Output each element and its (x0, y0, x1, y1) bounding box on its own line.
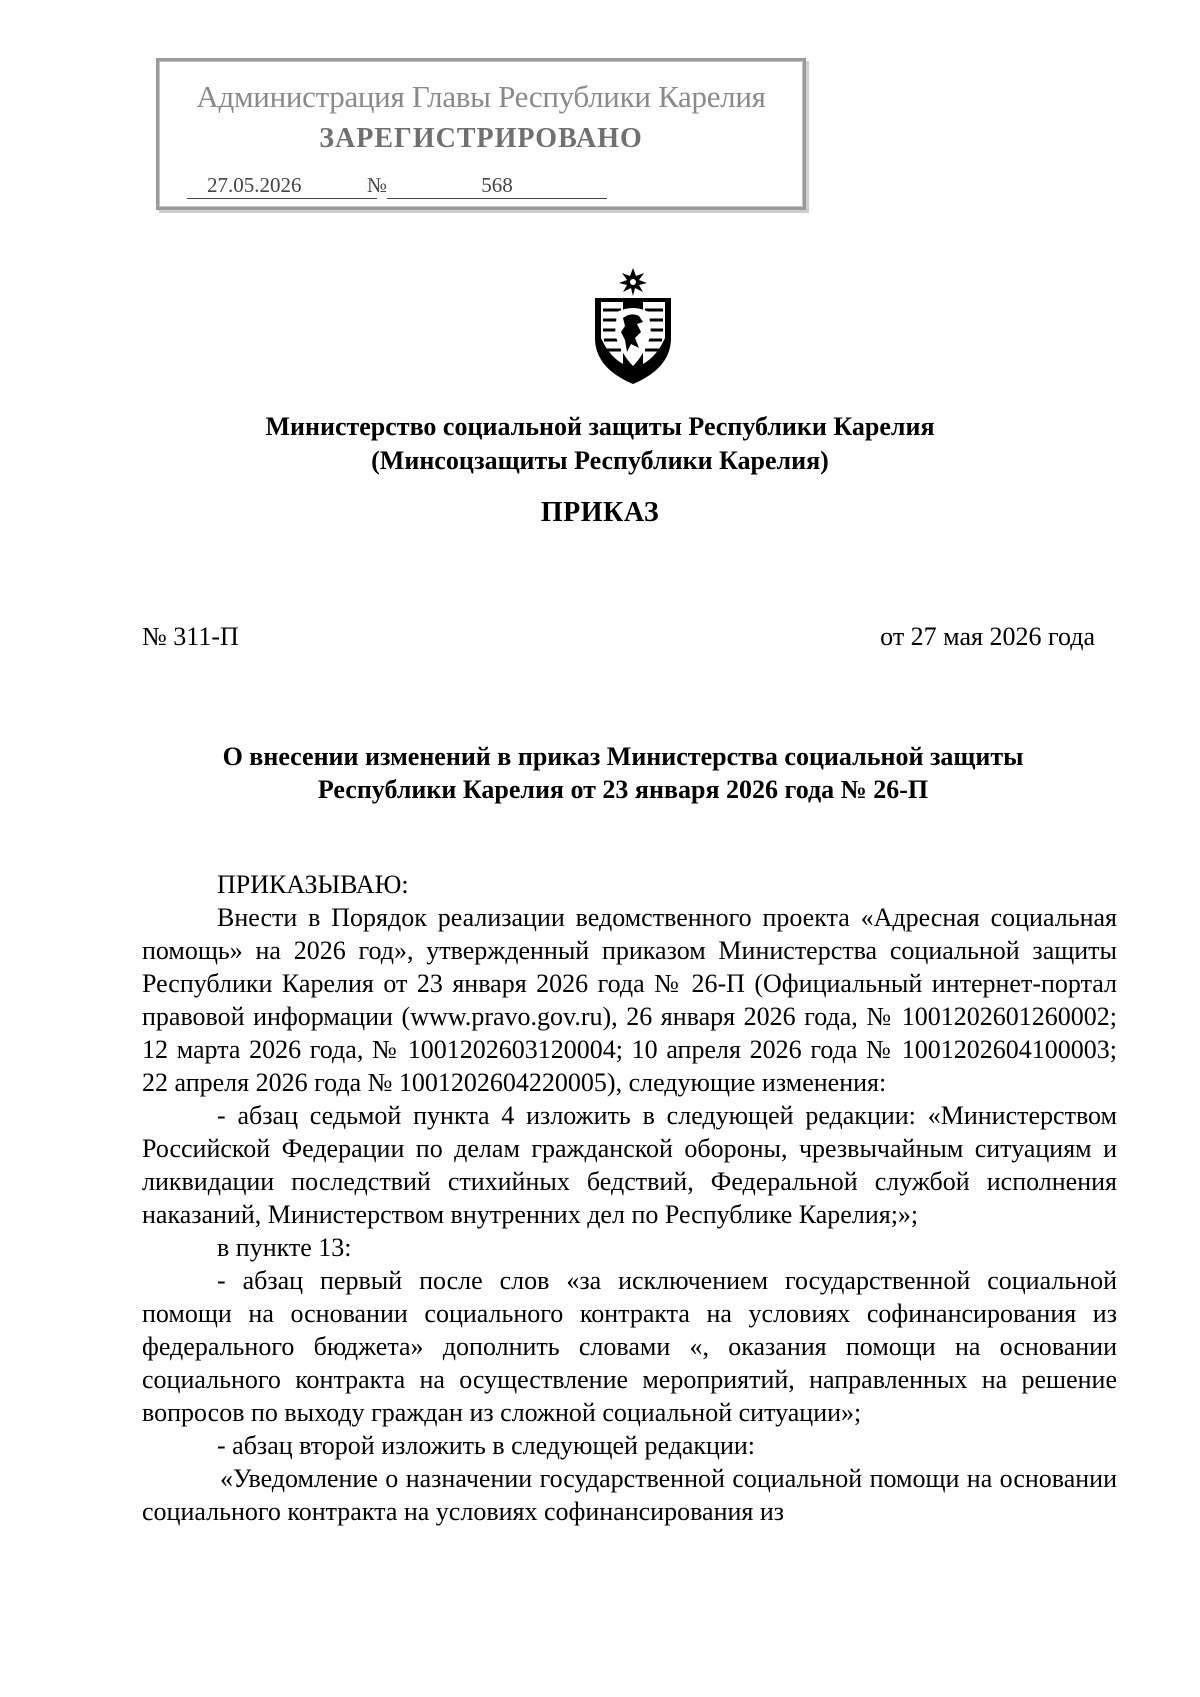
body-paragraph: ПРИКАЗЫВАЮ: (217, 870, 409, 899)
stamp-date: 27.05.2026 (187, 173, 377, 199)
ministry-name: Министерство социальной защиты Республики Карелия (265, 412, 935, 441)
ministry-header (0, 410, 1200, 478)
body-paragraph: Внести в Порядок реализации ведомственного проекта «Адресная социальная помощь» на 2026 год», утвержденный приказом Министерства социальной защиты Республики Карелия от 23 января 2026 года № 26-П (Официальный интернет-портал правовой информации (www.pravo.gov.ru), 26 января 2026 года, № 1001202601260002; 12 марта 2026 года, № 1001202603120004; 10 апреля 2026 года № 1001202604100003; 22 апреля 2026 года № 1001202604220005), следующие изменения: (142, 903, 1117, 1097)
stamp-number: 568 (387, 173, 607, 199)
body-paragraph: - абзац седьмой пункта 4 изложить в следующей редакции: «Министерством Российской Федерации по делам гражданской обороны, чрезвычайным ситуациям и ликвидации последствий стихийных бедствий, Федеральной службой исполнения наказаний, Министерством внутренних дел по Республике Карелия;»; (142, 1101, 1117, 1229)
karelia-coat-of-arms-icon (587, 268, 679, 386)
document-type: ПРИКАЗ (540, 497, 660, 528)
body-paragraph: в пункте 13: (217, 1233, 352, 1262)
registration-stamp (156, 58, 806, 210)
stamp-organization: Администрация Главы Республики Карелия (196, 79, 766, 114)
ministry-short-name: (Минсоцзащиты Республики Карелия) (371, 446, 829, 475)
order-subject (142, 740, 1104, 806)
stamp-number-sign: № (367, 173, 388, 197)
body-paragraph: - абзац второй изложить в следующей редакции: (217, 1431, 756, 1460)
order-number: № 311-П (142, 622, 239, 651)
stamp-status: ЗАРЕГИСТРИРОВАНО (319, 123, 643, 154)
order-body (142, 868, 1117, 1528)
subject-line: Республики Карелия от 23 января 2026 года № 26-П (317, 775, 929, 804)
subject-line: О внесении изменений в приказ Министерства социальной защиты (222, 742, 1024, 771)
order-date: от 27 мая 2026 года (880, 622, 1095, 651)
body-paragraph: «Уведомление о назначении государственной социальной помощи на основании социального контракта на условиях софинансирования из (142, 1464, 1117, 1526)
body-paragraph: - абзац первый после слов «за исключением государственной социальной помощи на основании социального контракта на условиях софинансирования из федерального бюджета» дополнить словами «, оказания помощи на основании социального контракта на осуществление мероприятий, направленных на решение вопросов по выходу граждан из сложной социальной ситуации»; (142, 1266, 1117, 1427)
